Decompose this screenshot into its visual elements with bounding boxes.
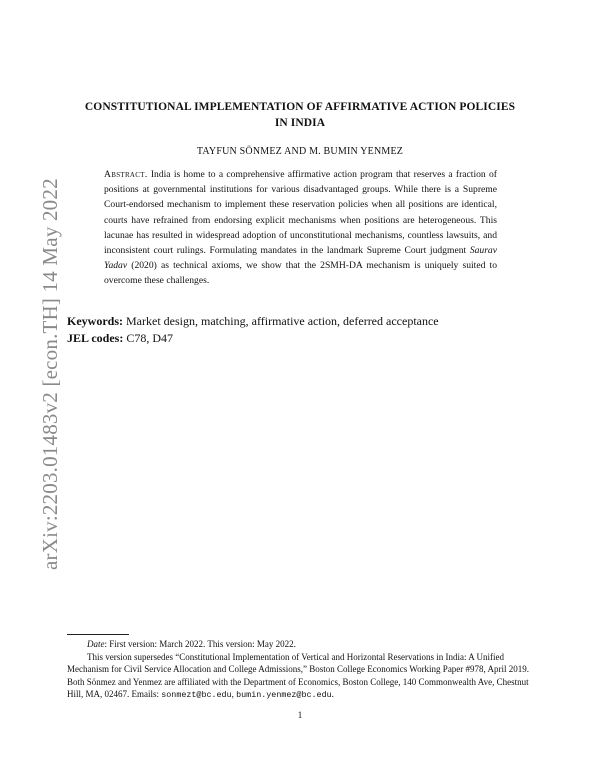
footnote-note: This version supersedes “Constitutional Implementation of Vertical and Horizontal Reservations in India: A Unified Mechanism for Civil Service Allocation and College Admissions,” Boston College Economics Working Paper #978, April 2019. Both Sönmez and Yenmez are affiliated with the Department of Economics, Boston College, 140 Commonwealth Ave, Chestnut Hill, MA, 02467. Emails: sonmezt@bc.edu, bumin.yenmez@bc.edu. [67,651,530,701]
arxiv-identifier-text: arXiv:2203.01483v2 [econ.TH] 14 May 2022 [38,178,62,570]
keywords-line [67,313,537,330]
paper-authors: TAYFUN SÖNMEZ AND M. BUMIN YENMEZ [196,146,404,157]
page-number: 1 [297,710,303,720]
keywords-label: Keywords: [67,314,123,328]
keywords-block [67,313,537,346]
jel-codes-line [67,330,537,347]
abstract-text-part2: (2020) as technical axioms, we show that the 2SMH-DA mechanism is uniquely suited to overcome these challenges. [104,260,497,287]
footnote-note-text: This version supersedes “Constitutional Implementation of Vertical and Horizontal Reservations in India: A Unified Mechanism for Civil Service Allocation and College Admissions,” Boston College Economics Working Paper #978, April 2019. Both Sönmez and Yenmez are affiliated with the Department of Economics, Boston College, 140 Commonwealth Ave, Chestnut Hill, MA, 02467. Emails: [67,651,530,700]
abstract-label: Abstract. [104,169,148,180]
abstract-case-name: Saurav Yadav [104,245,497,272]
paper-title-line2: IN INDIA [274,117,326,129]
jel-codes-text: C78, D47 [126,330,174,345]
paper-title [70,99,530,131]
footnote-date-text: : First version: March 2022. This version: May 2022. [104,639,296,649]
footnote-rule [67,634,129,635]
footnote-date [67,638,535,651]
footnote-email-1[interactable]: sonmezt@bc.edu [161,690,232,701]
abstract-text-part1: India is home to a comprehensive affirmative action program that reserves a fraction of positions at governmental institutions for various disadvantaged groups. While there is a Supreme Court-endorsed mechanism to implement these reservation policies when all positions are identical, courts have refrained from endorsing explicit mechanisms when positions are heterogeneous. This lacunae has resulted in widespread adoption of unconstitutional mechanisms, countless lawsuits, and inconsistent court rulings. Formulating mandates in the landmark Supreme Court judgment [104,169,497,257]
footnote-date-label: Date [87,639,105,649]
keywords-text: Market design, matching, affirmative action, deferred acceptance [126,314,439,328]
paper-title-line1: CONSTITUTIONAL IMPLEMENTATION OF AFFIRMATIVE ACTION POLICIES [84,101,516,113]
arxiv-side-identifier [8,170,62,570]
jel-codes-label: JEL codes: [67,330,124,345]
footnotes [67,638,535,702]
abstract [104,167,497,289]
footnote-email-2[interactable]: bumin.yenmez@bc.edu [236,690,332,701]
